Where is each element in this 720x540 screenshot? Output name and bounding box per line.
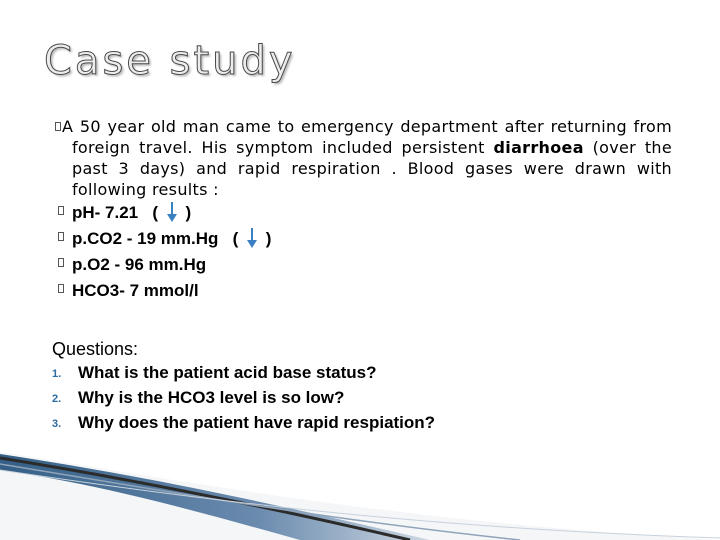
case-text-prefix: A 50 year old man came to emergency department after returning from foreign travel. His symptom included persistent	[62, 117, 672, 157]
question-number: 1.	[52, 368, 62, 380]
question-item	[52, 410, 672, 435]
questions-section	[52, 338, 672, 435]
case-text-suffix: (over the past 3 days) and rapid respiration . Blood gases were drawn with following results :	[72, 138, 672, 199]
bullet-box-icon	[58, 232, 64, 241]
paren-open: (	[232, 229, 239, 248]
question-text: What is the patient acid base status?	[78, 363, 377, 382]
result-hco3	[52, 278, 672, 304]
result-label: pH- 7.21	[72, 203, 139, 222]
question-number: 2.	[52, 393, 62, 405]
result-label: p.CO2 - 19 mm.Hg	[72, 229, 219, 248]
result-ph	[52, 200, 672, 226]
question-item	[52, 360, 672, 385]
questions-heading: Questions:	[52, 339, 139, 359]
decorative-swoosh	[0, 440, 720, 540]
bullet-box-icon	[58, 206, 64, 215]
case-bullet-list	[52, 116, 672, 304]
question-number: 3.	[52, 418, 62, 430]
result-pco2	[52, 226, 672, 252]
result-label: HCO3- 7 mmol/l	[72, 281, 199, 300]
case-highlight: diarrhoea	[493, 138, 584, 157]
case-description	[52, 116, 672, 200]
down-arrow-icon	[163, 202, 181, 222]
result-label: p.O2 - 96 mm.Hg	[72, 255, 207, 274]
question-text: Why does the patient have rapid respiation?	[78, 413, 436, 432]
paren-open: (	[152, 203, 158, 222]
bullet-box-icon	[58, 284, 64, 293]
bullet-box-icon	[55, 122, 61, 131]
question-text: Why is the HCO3 level is so low?	[78, 388, 345, 407]
page-title: Case study	[44, 38, 296, 84]
down-arrow-icon	[243, 228, 261, 248]
question-item	[52, 385, 672, 410]
paren-close: )	[185, 203, 192, 222]
bullet-box-icon	[58, 258, 64, 267]
result-po2	[52, 252, 672, 278]
paren-close: )	[265, 229, 272, 248]
